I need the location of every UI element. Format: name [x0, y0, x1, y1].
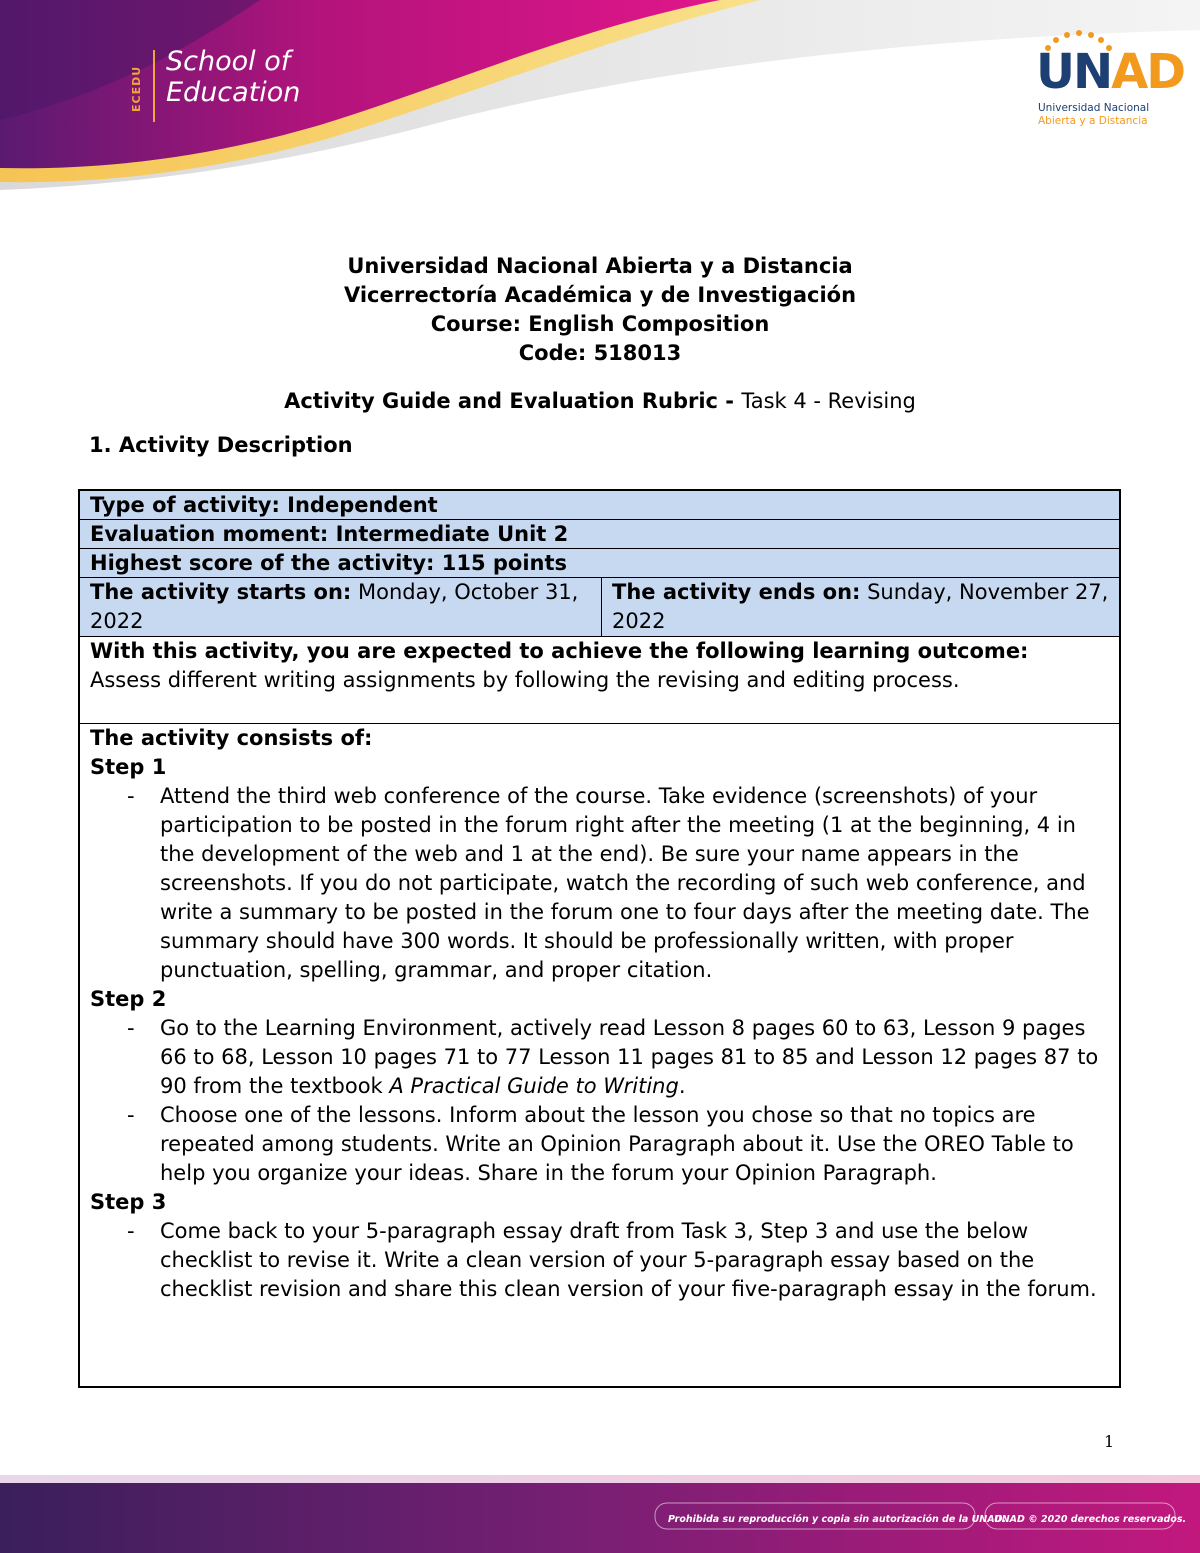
unad-logo — [1030, 28, 1185, 128]
step-3-title: Step 3 — [90, 1190, 167, 1214]
page-number: 1 — [1104, 1432, 1115, 1451]
activity-type: Type of activity: Independent — [90, 493, 438, 517]
unad-subtitle-line-2: Abierta y a Distancia — [1038, 115, 1148, 127]
activity-end-date — [602, 578, 1119, 636]
unad-wordmark-un: UN — [1036, 44, 1112, 100]
step-2-bullet-1-end: . — [678, 1074, 686, 1098]
footer-reproduction-notice: Prohibida su reproducción y copia sin autorización de la UNAD. — [668, 1514, 1007, 1525]
step-2-bullet-2-text: Choose one of the lessons. Inform about the lesson you chose so that no topics are repeated among students. Write an Opinion Paragraph about it. Use the OREO Table to help you organize your ideas. Share in the forum your Opinion Paragraph. — [160, 1103, 1074, 1185]
step-1-bullet-1 — [90, 782, 1109, 985]
brand-divider — [153, 50, 155, 122]
bullet-dash: - — [127, 784, 135, 808]
unad-subtitle-line-1: Universidad Nacional — [1038, 102, 1150, 114]
step-2-bullet-1 — [90, 1014, 1109, 1101]
activity-start-date — [80, 578, 602, 636]
start-label: The activity starts on: — [90, 580, 352, 604]
row-activity-type — [80, 491, 1119, 520]
textbook-title: A Practical Guide to Writing — [389, 1074, 679, 1098]
course-code: Code: 518013 — [518, 341, 682, 365]
step-1-bullet-1-text: Attend the third web conference of the course. Take evidence (screenshots) of your participation to be posted in the forum right after the meeting (1 at the beginning, 4 in the development of the web and 1 at the end). Be sure your name appears in the screenshots. If you do not participate, watch the recording of such web conference, and write a summary to be posted in the forum one to four days after the meeting date. The summary should have 300 words. It should be professionally written, with proper punctuation, spelling, grammar, and proper citation. — [160, 784, 1090, 982]
bullet-dash: - — [127, 1219, 135, 1243]
step-2-title: Step 2 — [90, 987, 167, 1011]
course-name: Course: English Composition — [430, 312, 770, 336]
bullet-dash: - — [127, 1103, 135, 1127]
learning-outcome-title: With this activity, you are expected to achieve the following learning outcome: — [90, 639, 1029, 663]
evaluation-moment: Evaluation moment: Intermediate Unit 2 — [90, 522, 569, 546]
bullet-dash: - — [127, 1016, 135, 1040]
unad-wordmark-ad: AD — [1111, 44, 1185, 100]
step-3-bullet-1 — [90, 1217, 1109, 1304]
start-value: Monday, October 31, 2022 — [90, 580, 579, 633]
end-label: The activity ends on: — [612, 580, 861, 604]
step-2-bullet-2 — [90, 1101, 1109, 1188]
step-2-bullet-1-text: Go to the Learning Environment, actively read Lesson 8 pages 60 to 63, Lesson 9 pages 66 to 68, Lesson 10 pages 71 to 77 Lesson 11 pages 81 to 85 and Lesson 12 pages 87 to 90 from the textbook — [160, 1016, 1099, 1098]
ecedu-vertical-label: ECEDU — [130, 65, 143, 113]
activity-guide-title — [0, 389, 1200, 413]
end-value: Sunday, November 27, 2022 — [612, 580, 1109, 633]
page-header — [0, 0, 1200, 200]
section-heading: 1. Activity Description — [89, 433, 353, 457]
unad-wordmark — [1036, 46, 1184, 98]
guide-title-bold: Activity Guide and Evaluation Rubric - — [284, 389, 742, 413]
guide-title-task: Task 4 - Revising — [741, 389, 916, 413]
row-activity-consists — [80, 724, 1119, 1386]
row-highest-score — [80, 549, 1119, 578]
footer-copyright: UNAD © 2020 derechos reservados. — [994, 1514, 1187, 1525]
row-activity-dates — [80, 578, 1119, 637]
university-name: Universidad Nacional Abierta y a Distancia — [347, 254, 853, 278]
brand-line-1: School of — [166, 46, 291, 77]
highest-score: Highest score of the activity: 115 points — [90, 551, 568, 575]
consists-title: The activity consists of: — [90, 726, 373, 750]
learning-outcome-text: Assess different writing assignments by following the revising and editing process. — [90, 668, 960, 692]
brand-name — [166, 46, 300, 108]
document-title-block — [0, 252, 1200, 368]
vicerrectoria-name: Vicerrectoría Académica y de Investigación — [343, 283, 857, 307]
step-3-bullet-1-text: Come back to your 5-paragraph essay draft from Task 3, Step 3 and use the below checklist to revise it. Write a clean version of your 5-paragraph essay based on the checklist revision and share this clean version of your five-paragraph essay in the forum. — [160, 1219, 1097, 1301]
row-learning-outcome — [80, 637, 1119, 724]
row-evaluation-moment — [80, 520, 1119, 549]
activity-description-table — [78, 489, 1121, 1388]
brand-line-2: Education — [166, 77, 301, 108]
step-1-title: Step 1 — [90, 755, 167, 779]
